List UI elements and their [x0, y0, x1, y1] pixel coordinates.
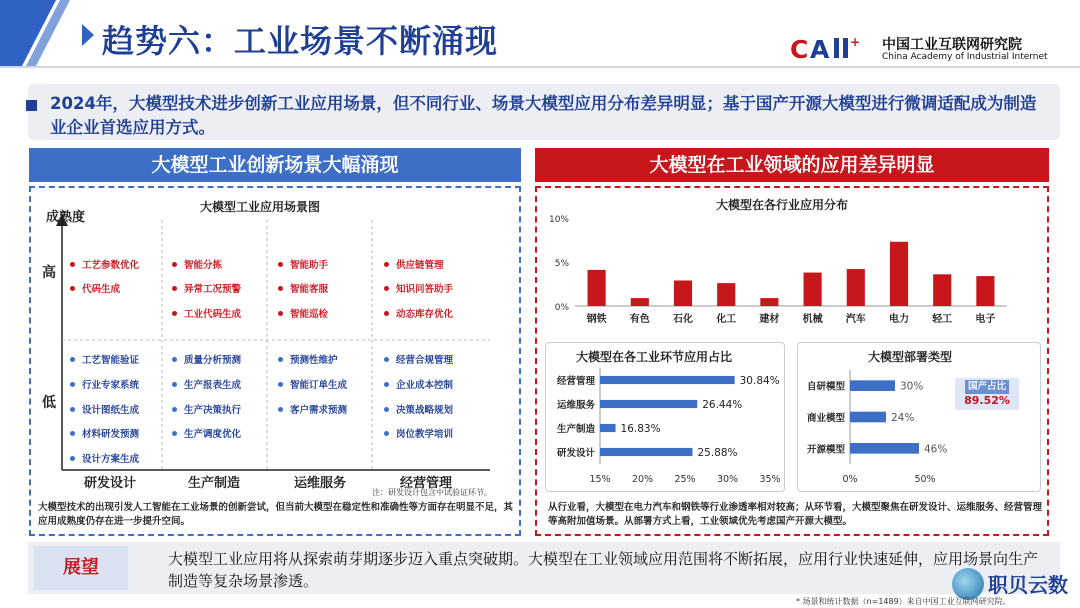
bar: [847, 269, 865, 306]
bar: [717, 283, 735, 306]
y-tick-label: 0%: [554, 303, 569, 313]
bar: [674, 280, 692, 306]
deploy-chart-title: 大模型部署类型: [868, 350, 953, 364]
bar: [804, 273, 822, 306]
data-label: 30.84%: [739, 375, 780, 387]
scenario-item: 智能分拣: [172, 257, 222, 271]
data-label: 26.44%: [702, 399, 743, 411]
org-name-en: China Academy of Industrial Internet: [882, 52, 1048, 62]
x-tick-label: 35%: [759, 474, 781, 485]
scenario-item: 客户需求预测: [278, 402, 347, 416]
outlook-text: 大模型工业应用将从探索萌芽期逐步迈入重点突破期。大模型在工业领域应用范围将不断拓展，应用行业快速延伸，应用场景向生产制造等复杂场景渗透。: [168, 550, 1039, 590]
data-label: 24%: [891, 412, 915, 424]
stage-label-production: 生产制造: [187, 476, 240, 491]
scenario-item: 企业成本控制: [384, 377, 453, 391]
industry-chart-title: 大模型在各行业应用分布: [716, 198, 849, 212]
bar: [850, 412, 886, 423]
x-tick-label: 15%: [589, 474, 611, 485]
svg-text:A: A: [810, 35, 830, 64]
matrix-note: 注：研发设计包含中试验证环节。: [372, 488, 492, 497]
scenario-item: 智能客服: [278, 281, 328, 295]
stage-bar-chart: [548, 364, 784, 490]
bar: [976, 276, 994, 306]
scenario-item: 材料研发预测: [70, 426, 139, 440]
bar: [850, 380, 895, 391]
watermark-text: 职贝云数: [988, 573, 1068, 597]
category-label: 自研模型: [806, 381, 845, 393]
data-label: 30%: [900, 380, 924, 393]
scenario-item: 岗位教学培训: [384, 426, 453, 440]
scenario-item: 动态库存优化: [384, 306, 453, 320]
stage-chart-title: 大模型在各工业环节应用占比: [576, 350, 733, 364]
scenario-item: 异常工况预警: [172, 281, 241, 295]
stage-label-rd: 研发设计: [83, 476, 136, 491]
bar: [600, 400, 697, 408]
scenario-item: 供应链管理: [384, 257, 444, 271]
x-tick-label: 30%: [716, 474, 739, 485]
stage-label-service: 运维服务: [293, 476, 346, 491]
category-label: 钢铁: [586, 314, 607, 325]
category-label: 运维服务: [556, 400, 595, 411]
scenario-item: 工艺参数优化: [70, 257, 139, 271]
category-label: 研发设计: [556, 448, 595, 459]
category-label: 汽车: [845, 314, 866, 325]
stage-label-management: 经营管理: [399, 476, 452, 491]
category-label: 商业模型: [806, 413, 845, 424]
scenario-item: 预测性维护: [278, 352, 338, 366]
scenario-item: 生产调度优化: [172, 426, 241, 440]
scenario-item: 经营合规管理: [384, 352, 453, 366]
y-tick-label: 5%: [554, 259, 569, 269]
category-label: 石化: [673, 314, 693, 325]
svg-text:C: C: [790, 35, 809, 64]
scenario-item: 工业代码生成: [172, 306, 241, 320]
x-tick-label: 25%: [674, 474, 696, 485]
right-panel-heading: 大模型在工业领域的应用差异明显: [535, 148, 1049, 182]
outlook-label: 展望: [34, 546, 128, 590]
scenario-item: 质量分析预测: [172, 352, 241, 366]
bar: [600, 448, 692, 456]
bar: [600, 376, 735, 384]
data-label: 16.83%: [620, 423, 661, 435]
left-panel-heading: 大模型工业创新场景大幅涌现: [29, 148, 521, 182]
maturity-axis-title: 成熟度: [46, 210, 86, 225]
source-footnote: * 场景和统计数据（n=1489）来自中国工业互联网研究院。: [796, 597, 1011, 606]
corner-stripe-decoration: [0, 0, 76, 66]
scenario-item: 设计方案生成: [70, 451, 139, 465]
industry-bar-chart: [545, 210, 1015, 328]
category-label: 建材: [759, 314, 780, 325]
svg-text:+: +: [850, 35, 861, 49]
category-label: 开源模型: [806, 444, 845, 456]
category-label: 电子: [975, 314, 996, 325]
bar: [760, 298, 778, 306]
left-panel-footer: 大模型技术的出现引发人工智能在工业场景的创新尝试，但当前大模型在稳定性和准确性等方面存在明显不足，其应用成熟度仍存在进一步提升空间。: [38, 502, 514, 527]
org-name-cn: 中国工业互联网研究院: [882, 37, 1022, 53]
data-label: 46%: [924, 443, 948, 456]
matrix-title: 大模型工业应用场景图: [200, 200, 321, 214]
bar: [850, 443, 919, 454]
scenario-item: 智能订单生成: [278, 377, 347, 391]
bar: [631, 298, 649, 306]
bar: [890, 242, 908, 306]
category-label: 机械: [802, 314, 823, 325]
right-panel-footer: 从行业看，大模型在电力汽车和钢铁等行业渗透率相对较高；从环节看，大模型聚焦在研发设计、运维服务、经营管理等高附加值场景。从部署方式上看，工业领域优先考虑国产开源大模型。: [548, 502, 1043, 527]
bar: [933, 274, 951, 306]
category-label: 生产制造: [556, 424, 595, 435]
scenario-item: 代码生成: [70, 281, 120, 295]
scenario-item: 决策战略规划: [384, 402, 453, 416]
scenario-item: 智能巡检: [278, 306, 328, 320]
x-tick-label: 50%: [914, 474, 936, 485]
y-tick-label: 10%: [548, 215, 569, 225]
scenario-item: 智能助手: [278, 257, 328, 271]
scenario-item: 行业专家系统: [70, 377, 139, 391]
data-label: 25.88%: [697, 447, 738, 459]
category-label: 化工: [716, 314, 737, 325]
category-label: 有色: [629, 314, 650, 325]
maturity-low-label: 低: [42, 395, 56, 411]
header-divider: [0, 66, 1080, 68]
x-tick-label: 0%: [842, 474, 858, 485]
page-title: 趋势六：工业场景不断涌现: [102, 22, 499, 60]
scenario-item: 生产报表生成: [172, 377, 241, 391]
summary-text: 2024年，大模型技术进步创新工业应用场景，但不同行业、场景大模型应用分布差异明显；基于国产开源大模型进行微调适配成为制造业企业首选应用方式。: [50, 94, 1037, 137]
scenario-item: 生产决策执行: [172, 402, 241, 416]
domestic-share-value: 89.52%: [964, 394, 1010, 407]
scenario-item: 知识问答助手: [384, 281, 453, 295]
bar: [588, 270, 606, 306]
domestic-share-badge: [955, 378, 1019, 410]
square-bullet-icon: [26, 100, 37, 111]
scenario-item: 设计图纸生成: [70, 402, 139, 416]
caii-logo: [790, 32, 880, 64]
domestic-share-label: 国产占比: [965, 380, 1009, 394]
bar: [600, 424, 616, 432]
category-label: 轻工: [932, 314, 953, 325]
category-label: 电力: [889, 314, 909, 325]
maturity-high-label: 高: [42, 265, 56, 281]
title-arrow-icon: [80, 20, 98, 50]
category-label: 经营管理: [556, 376, 595, 387]
x-tick-label: 20%: [631, 474, 654, 485]
scenario-item: 工艺智能验证: [70, 352, 139, 366]
